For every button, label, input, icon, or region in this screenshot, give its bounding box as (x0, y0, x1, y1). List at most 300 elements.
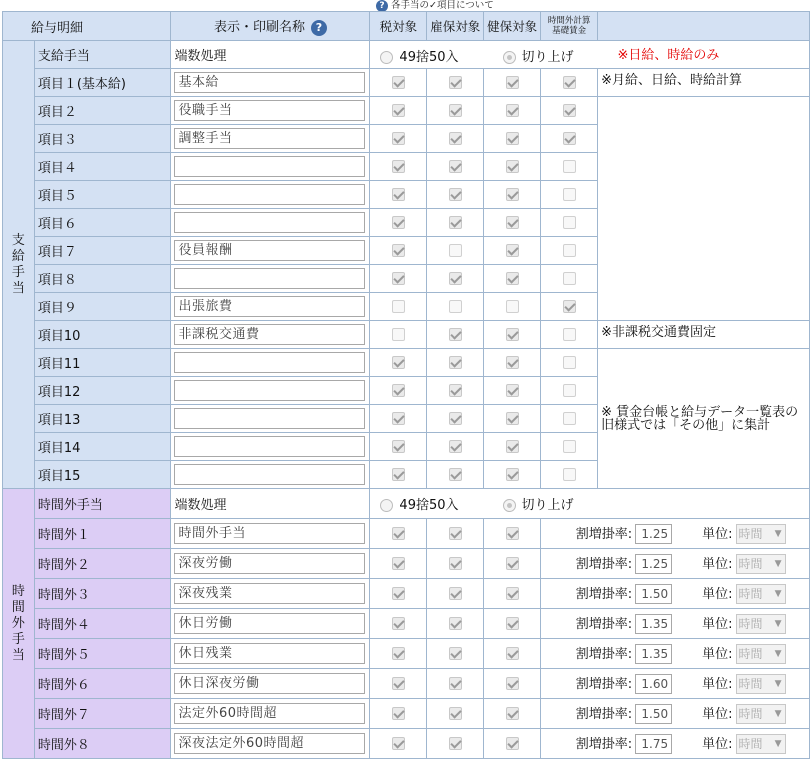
employment-insurance-checkbox-cell (427, 549, 484, 579)
overtime-base-checkbox-cell (541, 349, 598, 377)
premium-rate-label: 割増掛率: (575, 586, 633, 602)
health-insurance-checkbox-cell (484, 293, 541, 321)
health-insurance-checkbox[interactable] (506, 587, 519, 600)
premium-rate-cell (541, 549, 810, 579)
overtime-item-name: 時間外１ (34, 519, 171, 549)
health-insurance-checkbox[interactable] (506, 707, 519, 720)
health-insurance-checkbox[interactable] (506, 468, 519, 481)
tax-checkbox-cell (370, 669, 427, 699)
round-up-radio[interactable] (503, 51, 516, 64)
tax-checkbox[interactable] (392, 244, 405, 257)
tax-checkbox-cell (370, 519, 427, 549)
employment-insurance-checkbox-cell (427, 349, 484, 377)
round-half-up-radio[interactable] (380, 499, 393, 512)
note-blank (598, 97, 810, 321)
unit-select[interactable] (736, 734, 786, 754)
overtime-item-row (3, 519, 810, 549)
display-name-input[interactable] (174, 268, 365, 289)
tax-checkbox-cell (370, 181, 427, 209)
overtime-item-name: 時間外８ (34, 729, 171, 759)
overtime-base-checkbox[interactable] (563, 132, 576, 145)
employment-insurance-checkbox-cell (427, 293, 484, 321)
display-name-input[interactable]: 非課税交通費 (174, 324, 365, 345)
unit-select-value: 時間 (738, 677, 763, 692)
round-half-up-option[interactable] (380, 494, 458, 513)
premium-rate-input[interactable]: 1.25 (635, 554, 672, 574)
tax-checkbox-cell (370, 729, 427, 759)
header-employment-insurance: 雇保対象 (427, 12, 484, 41)
display-name-input[interactable] (174, 436, 365, 457)
health-insurance-checkbox[interactable] (506, 188, 519, 201)
employment-insurance-checkbox-cell (427, 125, 484, 153)
tax-checkbox[interactable] (392, 677, 405, 690)
health-insurance-checkbox[interactable] (506, 412, 519, 425)
help-icon[interactable]: ? (376, 0, 388, 12)
employment-insurance-checkbox-cell (427, 153, 484, 181)
tax-checkbox-cell (370, 209, 427, 237)
overtime-item-row (3, 549, 810, 579)
display-name-input[interactable]: 出張旅費 (174, 296, 365, 317)
pay-item-display-cell (171, 125, 370, 153)
premium-rate-input[interactable]: 1.60 (635, 674, 672, 694)
overtime-item-name: 時間外２ (34, 549, 171, 579)
overtime-base-checkbox[interactable] (563, 160, 576, 173)
overtime-base-checkbox[interactable] (563, 412, 576, 425)
pay-item-name: 項目10 (34, 321, 171, 349)
overtime-base-checkbox[interactable] (563, 104, 576, 117)
tax-checkbox-cell (370, 579, 427, 609)
employment-insurance-checkbox[interactable] (449, 272, 462, 285)
section-label-char: 外 (11, 615, 25, 631)
tax-checkbox-cell (370, 349, 427, 377)
display-name-input[interactable] (174, 380, 365, 401)
health-insurance-checkbox[interactable] (506, 356, 519, 369)
pay-item-display-cell (171, 97, 370, 125)
section-label-char: 当 (11, 647, 25, 663)
health-insurance-checkbox[interactable] (506, 384, 519, 397)
display-name-input[interactable]: 深夜残業 (174, 583, 365, 604)
unit-select[interactable] (736, 584, 786, 604)
health-insurance-checkbox-cell (484, 729, 541, 759)
premium-rate-label: 割増掛率: (575, 646, 633, 662)
health-insurance-checkbox-cell (484, 181, 541, 209)
pay-item-row (3, 349, 810, 377)
employment-insurance-checkbox[interactable] (449, 188, 462, 201)
tax-checkbox-cell (370, 265, 427, 293)
employment-insurance-checkbox[interactable] (449, 440, 462, 453)
pay-item-name: 項目６ (34, 209, 171, 237)
health-insurance-checkbox[interactable] (506, 737, 519, 750)
employment-insurance-checkbox[interactable] (449, 244, 462, 257)
round-half-up-option[interactable] (380, 46, 458, 65)
pay-item-name: 項目８ (34, 265, 171, 293)
unit-label: 単位: (702, 736, 733, 752)
pay-item-name: 項目２ (34, 97, 171, 125)
tax-checkbox-cell (370, 321, 427, 349)
tax-checkbox[interactable] (392, 328, 405, 341)
tax-checkbox[interactable] (392, 132, 405, 145)
pay-item-display-cell (171, 153, 370, 181)
health-insurance-checkbox[interactable] (506, 300, 519, 313)
pay-item-display-cell (171, 321, 370, 349)
employment-insurance-checkbox[interactable] (449, 356, 462, 369)
employment-insurance-checkbox[interactable] (449, 527, 462, 540)
health-insurance-checkbox-cell (484, 609, 541, 639)
employment-insurance-checkbox-cell (427, 181, 484, 209)
section-label-char: 手 (11, 264, 25, 280)
overtime-base-checkbox[interactable] (563, 356, 576, 369)
premium-rate-cell (541, 579, 810, 609)
tax-checkbox[interactable] (392, 557, 405, 570)
tax-checkbox[interactable] (392, 384, 405, 397)
tax-checkbox[interactable] (392, 272, 405, 285)
overtime-item-display-cell (171, 729, 370, 759)
premium-rate-input[interactable]: 1.25 (635, 524, 672, 544)
health-insurance-checkbox-cell (484, 639, 541, 669)
overtime-item-name: 時間外３ (34, 579, 171, 609)
premium-rate-input[interactable]: 1.35 (635, 644, 672, 664)
employment-insurance-checkbox[interactable] (449, 677, 462, 690)
unit-select-value: 時間 (738, 707, 763, 722)
display-name-input[interactable]: 休日残業 (174, 643, 365, 664)
employment-insurance-checkbox-cell (427, 237, 484, 265)
employment-insurance-checkbox-cell (427, 699, 484, 729)
overtime-rounding-name: 時間外手当 (34, 489, 171, 519)
help-icon[interactable]: ? (311, 20, 327, 36)
rounding-note: ※日給、時給のみ (617, 48, 720, 63)
employment-insurance-checkbox-cell (427, 609, 484, 639)
round-up-option[interactable] (503, 494, 574, 513)
health-insurance-checkbox[interactable] (506, 160, 519, 173)
pay-rounding-name: 支給手当 (34, 41, 171, 69)
section-label-char: 時 (11, 583, 25, 599)
overtime-item-display-cell (171, 669, 370, 699)
tax-checkbox-cell (370, 153, 427, 181)
health-insurance-checkbox-cell (484, 349, 541, 377)
employment-insurance-checkbox[interactable] (449, 160, 462, 173)
employment-insurance-checkbox[interactable] (449, 132, 462, 145)
tax-checkbox[interactable] (392, 76, 405, 89)
display-name-input[interactable] (174, 464, 365, 485)
item1-note: ※月給、日給、時給計算 (598, 69, 810, 97)
overtime-base-checkbox-cell (541, 97, 598, 125)
overtime-base-checkbox[interactable] (563, 216, 576, 229)
health-insurance-checkbox-cell (484, 209, 541, 237)
health-insurance-checkbox-cell (484, 549, 541, 579)
unit-select-value: 時間 (738, 527, 763, 542)
health-insurance-checkbox-cell (484, 153, 541, 181)
health-insurance-checkbox[interactable] (506, 216, 519, 229)
unit-select[interactable] (736, 614, 786, 634)
tax-checkbox-cell (370, 125, 427, 153)
overtime-item-display-cell (171, 609, 370, 639)
pay-item-name: 項目１(基本給) (34, 69, 171, 97)
items11-15-note: ※ 賃金台帳と給与データ一覧表の旧様式では「その他」に集計 (598, 349, 810, 489)
overtime-base-checkbox[interactable] (563, 328, 576, 341)
overtime-base-checkbox-cell (541, 237, 598, 265)
unit-select[interactable] (736, 524, 786, 544)
overtime-item-display-cell (171, 519, 370, 549)
employment-insurance-checkbox-cell (427, 97, 484, 125)
health-insurance-checkbox[interactable] (506, 617, 519, 630)
overtime-base-checkbox-cell (541, 433, 598, 461)
employment-insurance-checkbox-cell (427, 729, 484, 759)
premium-rate-label: 割増掛率: (575, 526, 633, 542)
unit-label: 単位: (702, 616, 733, 632)
tax-checkbox-cell (370, 549, 427, 579)
health-insurance-checkbox[interactable] (506, 647, 519, 660)
overtime-item-row (3, 729, 810, 759)
tax-checkbox[interactable] (392, 527, 405, 540)
display-name-input[interactable]: 休日労働 (174, 613, 365, 634)
header-row (3, 12, 810, 41)
unit-select[interactable] (736, 674, 786, 694)
section-label-char: 手 (11, 631, 25, 647)
overtime-base-checkbox-cell (541, 125, 598, 153)
pay-item-display-cell (171, 461, 370, 489)
chevron-down-icon: ▼ (774, 619, 782, 630)
pay-item-name: 項目14 (34, 433, 171, 461)
tax-checkbox-cell (370, 699, 427, 729)
unit-label: 単位: (702, 706, 733, 722)
health-insurance-checkbox[interactable] (506, 328, 519, 341)
checked-items-note: 各手当の✓項目について (391, 0, 494, 11)
header-salary-detail: 給与明細 (3, 12, 171, 41)
tax-checkbox-cell (370, 609, 427, 639)
tax-checkbox[interactable] (392, 647, 405, 660)
overtime-item-name: 時間外４ (34, 609, 171, 639)
tax-checkbox[interactable] (392, 707, 405, 720)
chevron-down-icon: ▼ (774, 739, 782, 750)
overtime-base-checkbox[interactable] (563, 384, 576, 397)
display-name-input[interactable] (174, 408, 365, 429)
overtime-base-checkbox[interactable] (563, 76, 576, 89)
display-name-input[interactable] (174, 156, 365, 177)
unit-label: 単位: (702, 646, 733, 662)
employment-insurance-checkbox-cell (427, 461, 484, 489)
round-up-label: 切り上げ (521, 498, 574, 513)
tax-checkbox[interactable] (392, 617, 405, 630)
employment-insurance-checkbox-cell (427, 265, 484, 293)
employment-insurance-checkbox[interactable] (449, 300, 462, 313)
rounding-options (370, 489, 810, 519)
unit-select-value: 時間 (738, 647, 763, 662)
premium-rate-cell (541, 609, 810, 639)
health-insurance-checkbox-cell (484, 669, 541, 699)
overtime-base-checkbox[interactable] (563, 440, 576, 453)
display-name-input[interactable]: 調整手当 (174, 128, 365, 149)
unit-select-value: 時間 (738, 617, 763, 632)
header-health-insurance: 健保対象 (484, 12, 541, 41)
employment-insurance-checkbox[interactable] (449, 617, 462, 630)
display-name-input[interactable]: 基本給 (174, 72, 365, 93)
tax-checkbox-cell (370, 461, 427, 489)
round-half-up-label: 49捨50入 (399, 50, 459, 65)
chevron-down-icon: ▼ (774, 679, 782, 690)
overtime-base-checkbox-cell (541, 321, 598, 349)
employment-insurance-checkbox[interactable] (449, 468, 462, 481)
health-insurance-checkbox[interactable] (506, 244, 519, 257)
pay-item-display-cell (171, 349, 370, 377)
pay-item-row (3, 97, 810, 125)
pay-item-name: 項目７ (34, 237, 171, 265)
premium-rate-input[interactable]: 1.35 (635, 614, 672, 634)
section-label-char: 当 (11, 280, 25, 296)
pay-item-name: 項目15 (34, 461, 171, 489)
employment-insurance-checkbox-cell (427, 519, 484, 549)
pay-item-name: 項目４ (34, 153, 171, 181)
health-insurance-checkbox[interactable] (506, 132, 519, 145)
health-insurance-checkbox[interactable] (506, 76, 519, 89)
display-name-input[interactable]: 時間外手当 (174, 523, 365, 544)
tax-checkbox[interactable] (392, 160, 405, 173)
display-name-input[interactable] (174, 352, 365, 373)
unit-label: 単位: (702, 526, 733, 542)
employment-insurance-checkbox[interactable] (449, 647, 462, 660)
display-name-input[interactable]: 深夜法定外60時間超 (174, 733, 365, 754)
tax-checkbox-cell (370, 97, 427, 125)
overtime-base-checkbox-cell (541, 265, 598, 293)
overtime-base-checkbox-cell (541, 153, 598, 181)
health-insurance-checkbox-cell (484, 125, 541, 153)
chevron-down-icon: ▼ (774, 649, 782, 660)
tax-checkbox[interactable] (392, 587, 405, 600)
health-insurance-checkbox-cell (484, 237, 541, 265)
display-name-input[interactable]: 深夜労働 (174, 553, 365, 574)
health-insurance-checkbox-cell (484, 433, 541, 461)
tax-checkbox[interactable] (392, 737, 405, 750)
display-name-input[interactable] (174, 212, 365, 233)
employment-insurance-checkbox[interactable] (449, 216, 462, 229)
display-name-input[interactable]: 役職手当 (174, 100, 365, 121)
employment-insurance-checkbox[interactable] (449, 412, 462, 425)
tax-checkbox-cell (370, 433, 427, 461)
chevron-down-icon: ▼ (774, 589, 782, 600)
premium-rate-label: 割増掛率: (575, 616, 633, 632)
pay-item-display-cell (171, 433, 370, 461)
unit-select-value: 時間 (738, 587, 763, 602)
rounding-label: 端数処理 (171, 41, 370, 69)
employment-insurance-checkbox-cell (427, 639, 484, 669)
health-insurance-checkbox[interactable] (506, 104, 519, 117)
tax-checkbox[interactable] (392, 188, 405, 201)
rounding-label: 端数処理 (171, 489, 370, 519)
premium-rate-cell (541, 699, 810, 729)
round-half-up-radio[interactable] (380, 51, 393, 64)
tax-checkbox[interactable] (392, 468, 405, 481)
unit-select-value: 時間 (738, 737, 763, 752)
overtime-base-checkbox[interactable] (563, 468, 576, 481)
health-insurance-checkbox-cell (484, 519, 541, 549)
premium-rate-cell (541, 729, 810, 759)
health-insurance-checkbox-cell (484, 579, 541, 609)
unit-select[interactable] (736, 554, 786, 574)
pay-rounding-row (3, 41, 810, 69)
overtime-base-checkbox[interactable] (563, 244, 576, 257)
premium-rate-input[interactable]: 1.75 (635, 734, 672, 754)
overtime-item-display-cell (171, 699, 370, 729)
health-insurance-checkbox[interactable] (506, 527, 519, 540)
health-insurance-checkbox[interactable] (506, 440, 519, 453)
overtime-item-row (3, 579, 810, 609)
health-insurance-checkbox[interactable] (506, 272, 519, 285)
health-insurance-checkbox[interactable] (506, 677, 519, 690)
overtime-base-checkbox[interactable] (563, 300, 576, 313)
overtime-base-checkbox-cell (541, 405, 598, 433)
premium-rate-cell (541, 519, 810, 549)
display-name-input[interactable]: 役員報酬 (174, 240, 365, 261)
display-name-input[interactable]: 休日深夜労働 (174, 673, 365, 694)
tax-checkbox[interactable] (392, 216, 405, 229)
employment-insurance-checkbox[interactable] (449, 104, 462, 117)
premium-rate-input[interactable]: 1.50 (635, 704, 672, 724)
health-insurance-checkbox-cell (484, 69, 541, 97)
pay-section-label (3, 41, 35, 489)
employment-insurance-checkbox[interactable] (449, 587, 462, 600)
overtime-item-name: 時間外５ (34, 639, 171, 669)
unit-select[interactable] (736, 704, 786, 724)
display-name-input[interactable] (174, 184, 365, 205)
overtime-base-checkbox-cell (541, 461, 598, 489)
round-up-radio[interactable] (503, 499, 516, 512)
employment-insurance-checkbox[interactable] (449, 557, 462, 570)
unit-select[interactable] (736, 644, 786, 664)
section-label-char: 支 (11, 232, 25, 248)
employment-insurance-checkbox[interactable] (449, 76, 462, 89)
health-insurance-checkbox-cell (484, 321, 541, 349)
tax-checkbox[interactable] (392, 104, 405, 117)
overtime-base-checkbox-cell (541, 181, 598, 209)
employment-insurance-checkbox-cell (427, 209, 484, 237)
round-up-label: 切り上げ (521, 50, 574, 65)
display-name-input[interactable]: 法定外60時間超 (174, 703, 365, 724)
pay-item-display-cell (171, 405, 370, 433)
overtime-base-checkbox-cell (541, 209, 598, 237)
overtime-item-row (3, 609, 810, 639)
tax-checkbox[interactable] (392, 300, 405, 313)
pay-item-row (3, 321, 810, 349)
round-up-option[interactable] (503, 46, 574, 65)
pay-item-display-cell (171, 293, 370, 321)
premium-rate-label: 割増掛率: (575, 706, 633, 722)
health-insurance-checkbox-cell (484, 699, 541, 729)
health-insurance-checkbox[interactable] (506, 557, 519, 570)
pay-item-display-cell (171, 377, 370, 405)
premium-rate-label: 割増掛率: (575, 736, 633, 752)
unit-select-value: 時間 (738, 557, 763, 572)
pay-item-name: 項目９ (34, 293, 171, 321)
pay-item-display-cell (171, 69, 370, 97)
employment-insurance-checkbox[interactable] (449, 384, 462, 397)
overtime-item-display-cell (171, 579, 370, 609)
employment-insurance-checkbox[interactable] (449, 328, 462, 341)
tax-checkbox[interactable] (392, 412, 405, 425)
premium-rate-input[interactable]: 1.50 (635, 584, 672, 604)
overtime-base-checkbox[interactable] (563, 272, 576, 285)
tax-checkbox-cell (370, 69, 427, 97)
pay-item-display-cell (171, 181, 370, 209)
employment-insurance-checkbox[interactable] (449, 707, 462, 720)
round-half-up-label: 49捨50入 (399, 498, 459, 513)
employment-insurance-checkbox[interactable] (449, 737, 462, 750)
employment-insurance-checkbox-cell (427, 377, 484, 405)
overtime-section-label (3, 489, 35, 759)
tax-checkbox[interactable] (392, 440, 405, 453)
tax-checkbox[interactable] (392, 356, 405, 369)
tax-checkbox-cell (370, 377, 427, 405)
overtime-base-checkbox[interactable] (563, 188, 576, 201)
health-insurance-checkbox-cell (484, 97, 541, 125)
